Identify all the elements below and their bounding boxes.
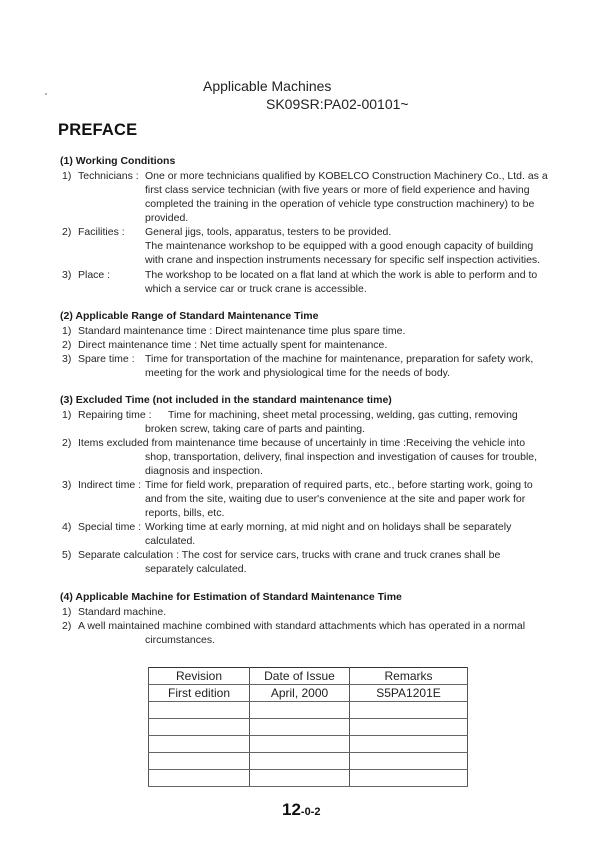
item-text: which a service car or truck crane is accessible.: [145, 283, 367, 295]
section-heading-excluded-time: (3) Excluded Time (not included in the standard maintenance time): [60, 394, 392, 406]
item-number: 1): [62, 170, 72, 182]
header-remarks: Remarks: [350, 668, 468, 685]
table-row: [149, 736, 468, 753]
table-row: [149, 753, 468, 770]
item-number: 2): [62, 226, 72, 238]
section-heading-working-conditions: (1) Working Conditions: [60, 155, 176, 167]
cell-revision: [149, 719, 250, 736]
item-text: Separate calculation : The cost for service cars, trucks with crane and truck cranes shall be: [78, 549, 501, 561]
table-row: [149, 685, 468, 702]
item-text: Items excluded from maintenance time because of uncertainly in time :Receiving the vehicle into: [78, 437, 526, 449]
item-label: Place :: [78, 269, 111, 281]
list-item: [0, 548, 602, 562]
item-text: shop, transportation, delivery, final inspection and investigation of causes for trouble,: [145, 451, 538, 463]
cell-remarks: [350, 753, 468, 770]
page-number: [282, 800, 320, 820]
list-item: [0, 324, 602, 338]
cell-date: [250, 719, 350, 736]
cell-revision: [149, 736, 250, 753]
item-text: Standard maintenance time : Direct maintenance time plus spare time.: [78, 325, 406, 337]
item-text: completed the training in the operation of vehicle type construction machinery) to be: [145, 198, 535, 210]
item-text: provided.: [145, 212, 189, 224]
item-label: Repairing time :: [78, 409, 152, 421]
cell-revision: [149, 770, 250, 787]
item-text: A well maintained machine combined with standard attachments which has operated in a normal: [78, 620, 526, 632]
cell-date: [250, 770, 350, 787]
cell-date: [250, 736, 350, 753]
scan-speck: [45, 93, 47, 95]
item-text: with crane and inspection instruments necessary for specific self inspection activities.: [145, 254, 541, 266]
list-item: [0, 619, 602, 633]
page-number-main: 12: [282, 800, 301, 819]
table-header-row: [149, 668, 468, 685]
table-row: [149, 719, 468, 736]
item-label: Spare time :: [78, 353, 135, 365]
header-date-of-issue: Date of Issue: [250, 668, 350, 685]
list-item: [0, 169, 602, 183]
item-text: Standard machine.: [78, 606, 167, 618]
list-item: [0, 338, 602, 352]
item-number: 3): [62, 269, 72, 281]
cell-date: [250, 702, 350, 719]
applicable-machines-label: Applicable Machines: [203, 78, 332, 94]
list-item: [0, 520, 602, 534]
list-item: [0, 268, 602, 282]
item-number: 2): [62, 339, 72, 351]
item-text: Time for field work, preparation of required parts, etc., before starting work, going to: [145, 479, 533, 491]
item-text: broken screw, taking care of parts and painting.: [145, 423, 366, 435]
item-text: meeting for the work and physiological time for the needs of body.: [145, 367, 451, 379]
cell-remarks: [350, 719, 468, 736]
list-item: [0, 225, 602, 239]
list-item: [0, 352, 602, 366]
list-item: [0, 436, 602, 450]
item-number: 1): [62, 325, 72, 337]
section-heading-applicable-range: (2) Applicable Range of Standard Maintenance Time: [60, 310, 319, 322]
cell-remarks: [350, 736, 468, 753]
list-item: [0, 478, 602, 492]
item-label: Special time :: [78, 521, 142, 533]
revision-table: [148, 667, 468, 787]
item-text: circumstances.: [145, 634, 216, 646]
cell-remarks: [350, 770, 468, 787]
list-item: [0, 408, 602, 422]
item-label: Indirect time :: [78, 479, 142, 491]
item-number: 2): [62, 620, 72, 632]
model-code: SK09SR:PA02-00101~: [266, 96, 409, 112]
page-number-sub: -0-2: [300, 806, 321, 818]
item-text: Working time at early morning, at mid night and on holidays shall be separately: [145, 521, 512, 533]
item-number: 4): [62, 521, 72, 533]
item-text: calculated.: [145, 535, 196, 547]
item-text: diagnosis and inspection.: [145, 465, 263, 477]
item-number: 5): [62, 549, 72, 561]
item-text: first class service technician (with five years or more of field experience and having: [145, 184, 530, 196]
cell-revision: [149, 753, 250, 770]
cell-date: [250, 753, 350, 770]
item-text: The workshop to be located on a flat land at which the work is able to perform and to: [145, 269, 538, 281]
list-item: [0, 605, 602, 619]
item-text: Time for transportation of the machine for maintenance, preparation for safety work,: [145, 353, 534, 365]
item-number: 1): [62, 606, 72, 618]
item-text: reports, bills, etc.: [145, 507, 225, 519]
item-label: Facilities :: [78, 226, 125, 238]
item-label: Technicians :: [78, 170, 139, 182]
cell-remarks: S5PA1201E: [350, 685, 468, 702]
item-text: and from the site, waiting due to user's convenience at the site and paper work for: [145, 493, 526, 505]
item-text: Time for machining, sheet metal processing, welding, gas cutting, removing: [168, 409, 518, 421]
section-heading-applicable-machine: (4) Applicable Machine for Estimation of Standard Maintenance Time: [60, 591, 402, 603]
item-number: 3): [62, 479, 72, 491]
table-row: [149, 702, 468, 719]
cell-remarks: [350, 702, 468, 719]
item-text: One or more technicians qualified by KOBELCO Construction Machinery Co., Ltd. as a: [145, 170, 548, 182]
page-title: PREFACE: [58, 121, 138, 139]
item-text: The maintenance workshop to be equipped with a good enough capacity of building: [145, 240, 534, 252]
table-row: [149, 770, 468, 787]
item-text: Direct maintenance time : Net time actually spent for maintenance.: [78, 339, 388, 351]
item-number: 1): [62, 409, 72, 421]
header-revision: Revision: [149, 668, 250, 685]
cell-revision: First edition: [149, 685, 250, 702]
item-number: 2): [62, 437, 72, 449]
item-number: 3): [62, 353, 72, 365]
cell-date: April, 2000: [250, 685, 350, 702]
cell-revision: [149, 702, 250, 719]
item-text: General jigs, tools, apparatus, testers to be provided.: [145, 226, 392, 238]
item-text: separately calculated.: [145, 563, 247, 575]
